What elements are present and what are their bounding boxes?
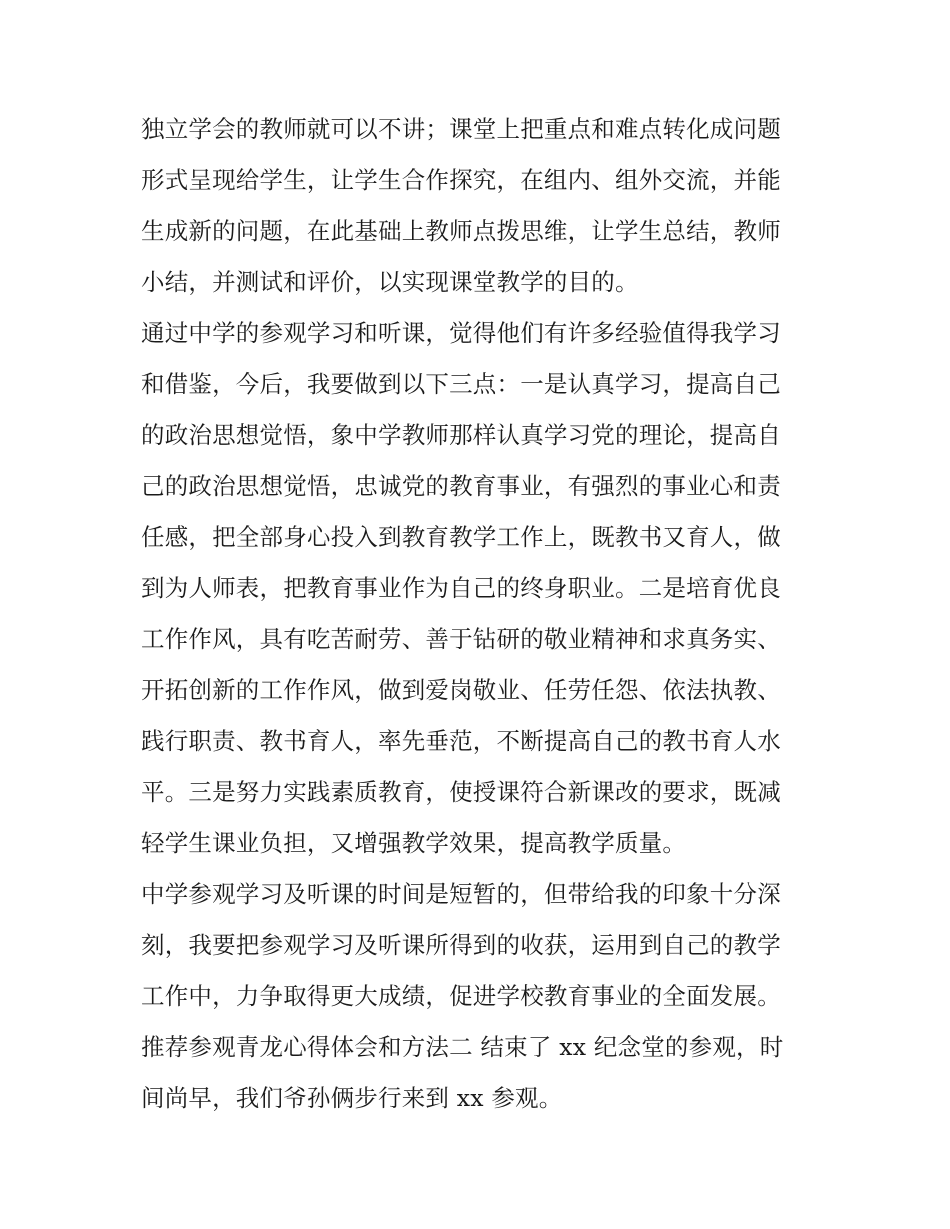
text-line: 中学参观学习及听课的时间是短暂的，但带给我的印象十分深 (141, 880, 781, 908)
text-line: 轻学生课业负担，又增强教学效果，提高教学质量。 (141, 829, 687, 857)
text-line: 独立学会的教师就可以不讲；课堂上把重点和难点转化成问题 (141, 115, 781, 143)
text-line: 推荐参观青龙心得体会和方法二 结束了 xx 纪念堂的参观，时 (141, 1033, 784, 1061)
document-body (141, 104, 821, 1124)
text-line: 生成新的问题，在此基础上教师点拨思维，让学生总结，教师 (141, 217, 781, 245)
text-line: 间尚早，我们爷孙俩步行来到 xx 参观。 (141, 1084, 563, 1112)
text-line: 平。三是努力实践素质教育，使授课符合新课改的要求，既减 (141, 778, 781, 806)
text-line: 践行职责、教书育人，率先垂范，不断提高自己的教书育人水 (141, 727, 781, 755)
text-line: 己的政治思想觉悟，忠诚党的教育事业，有强烈的事业心和责 (141, 472, 781, 500)
text-line: 任感，把全部身心投入到教育教学工作上，既教书又育人，做 (141, 523, 781, 551)
text-line: 到为人师表，把教育事业作为自己的终身职业。二是培育优良 (141, 574, 781, 602)
text-line: 形式呈现给学生，让学生合作探究，在组内、组外交流，并能 (141, 166, 781, 194)
text-line: 和借鉴，今后，我要做到以下三点：一是认真学习，提高自己 (141, 370, 781, 398)
text-line: 工作作风，具有吃苦耐劳、善于钻研的敬业精神和求真务实、 (141, 625, 781, 653)
text-line: 的政治思想觉悟，象中学教师那样认真学习党的理论，提高自 (141, 421, 781, 449)
text-line: 开拓创新的工作作风，做到爱岗敬业、任劳任怨、依法执教、 (141, 676, 781, 704)
text-line: 通过中学的参观学习和听课，觉得他们有许多经验值得我学习 (141, 319, 781, 347)
text-line: 小结，并测试和评价，以实现课堂教学的目的。 (141, 268, 639, 296)
text-line: 工作中，力争取得更大成绩，促进学校教育事业的全面发展。 (141, 982, 781, 1010)
text-line: 刻，我要把参观学习及听课所得到的收获，运用到自己的教学 (141, 931, 781, 959)
